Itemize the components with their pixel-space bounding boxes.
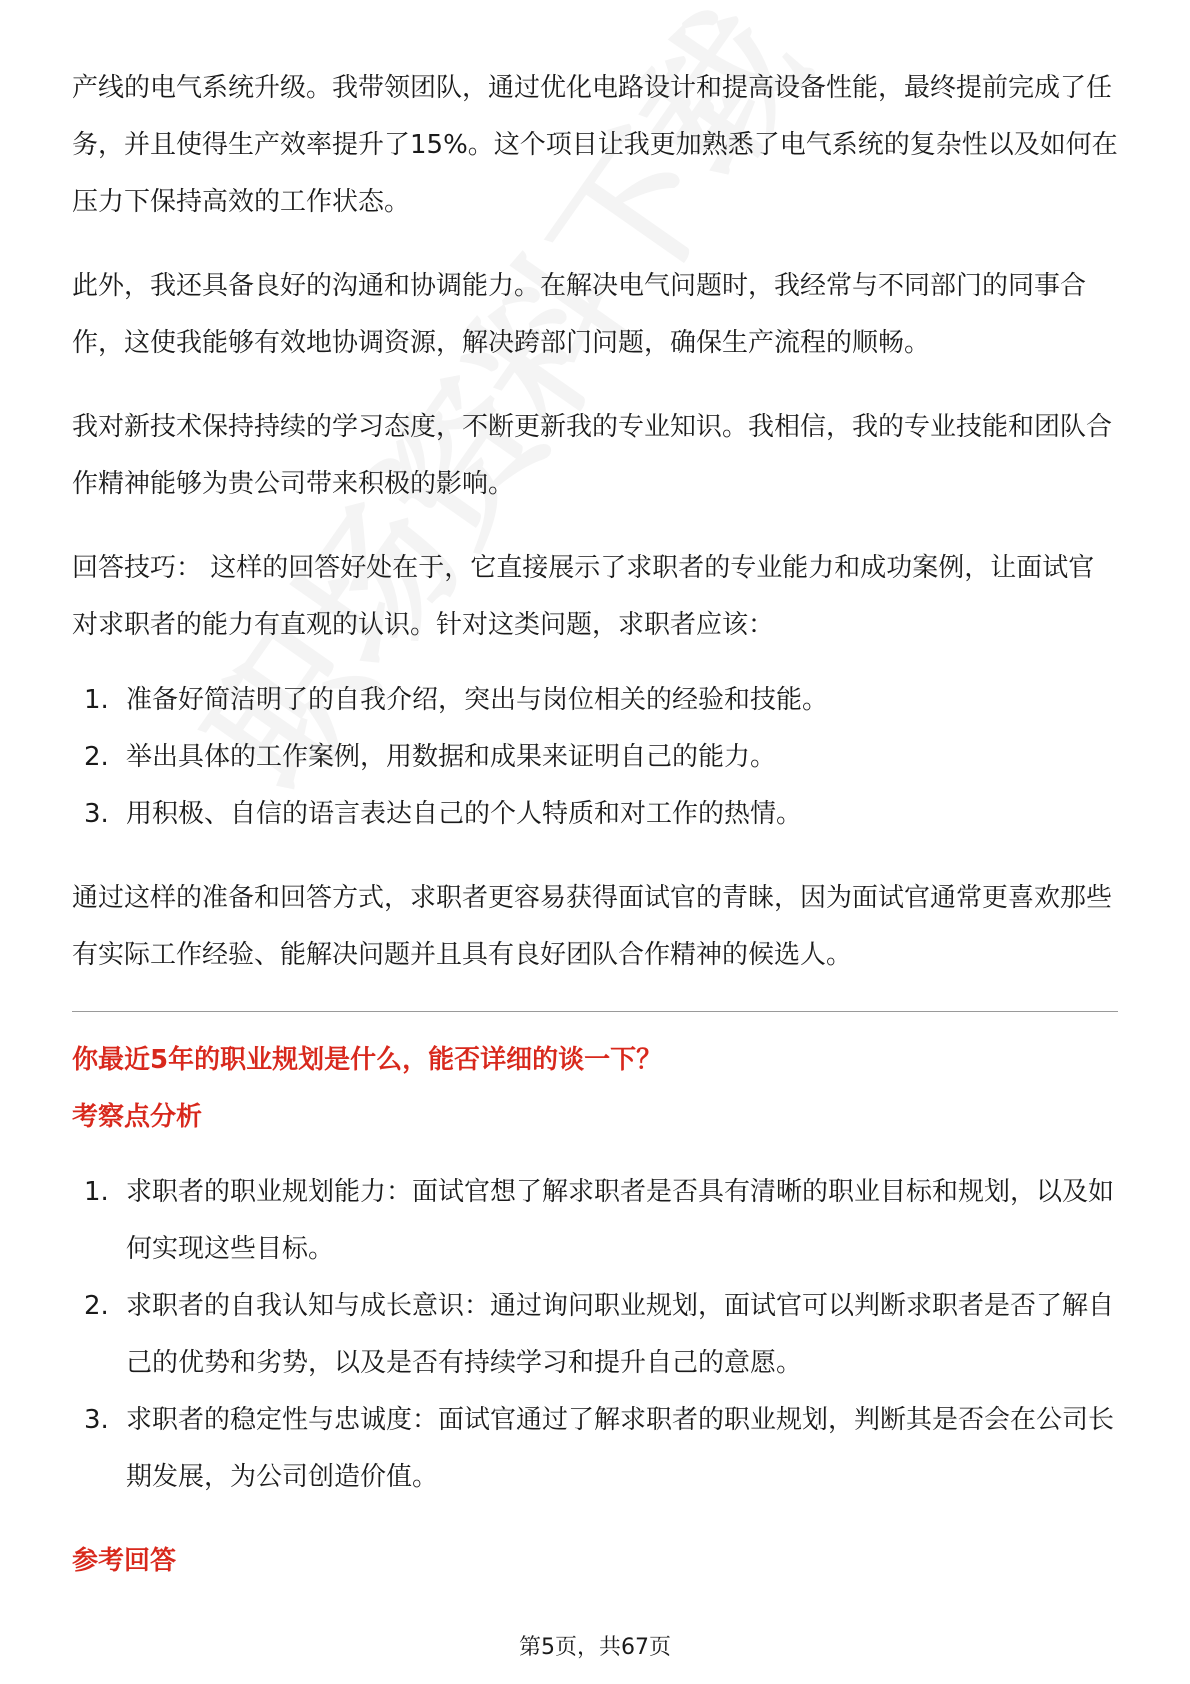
- list-item: [72, 786, 1118, 843]
- paragraph-closing: 通过这样的准备和回答方式，求职者更容易获得面试官的青睐，因为面试官通常更喜欢那些有实际工作经验、能解决问题并且具有良好团队合作精神的候选人。: [72, 883, 1113, 970]
- page-footer: 第5页，共67页: [519, 1635, 671, 1660]
- reference-heading: 参考回答: [72, 1546, 177, 1576]
- list-text: 用积极、自信的语言表达自己的个人特质和对工作的热情。: [126, 799, 803, 829]
- list-number: 2.: [84, 742, 109, 772]
- list-number: 2.: [84, 1291, 109, 1321]
- paragraph-answer-tips: 回答技巧： 这样的回答好处在于，它直接展示了求职者的专业能力和成功案例，让面试官对求职者的能力有直观的认识。针对这类问题，求职者应该：: [72, 553, 1095, 640]
- list-text: 求职者的自我认知与成长意识：通过询问职业规划，面试官可以判断求职者是否了解自己的优势和劣势，以及是否有持续学习和提升自己的意愿。: [126, 1291, 1115, 1378]
- list-number: 1.: [84, 1177, 109, 1207]
- list-item: [72, 672, 1118, 729]
- list-text: 准备好简洁明了的自我介绍，突出与岗位相关的经验和技能。: [126, 685, 829, 715]
- tips-list: [72, 672, 1118, 843]
- page-content: [72, 60, 1118, 1590]
- paragraph-project: 产线的电气系统升级。我带领团队，通过优化电路设计和提高设备性能，最终提前完成了任务，并且使得生产效率提升了15%。这个项目让我更加熟悉了电气系统的复杂性以及如何在压力下保持高效的工作状态。: [72, 73, 1118, 217]
- section-divider: [72, 1011, 1118, 1012]
- list-number: 3.: [84, 799, 109, 829]
- list-text: 求职者的职业规划能力：面试官想了解求职者是否具有清晰的职业目标和规划，以及如何实现这些目标。: [126, 1177, 1115, 1264]
- list-text: 举出具体的工作案例，用数据和成果来证明自己的能力。: [126, 742, 777, 772]
- list-item: [72, 1164, 1118, 1278]
- question-heading: 你最近5年的职业规划是什么，能否详细的谈一下？: [72, 1045, 663, 1075]
- list-item: [72, 1392, 1118, 1506]
- list-number: 3.: [84, 1405, 109, 1435]
- list-item: [72, 729, 1118, 786]
- list-number: 1.: [84, 685, 109, 715]
- list-text: 求职者的稳定性与忠诚度：面试官通过了解求职者的职业规划，判断其是否会在公司长期发展，为公司创造价值。: [126, 1405, 1115, 1492]
- analysis-heading: 考察点分析: [72, 1102, 203, 1132]
- paragraph-learning: 我对新技术保持持续的学习态度，不断更新我的专业知识。我相信，我的专业技能和团队合作精神能够为贵公司带来积极的影响。: [72, 412, 1113, 499]
- list-item: [72, 1278, 1118, 1392]
- analysis-list: [72, 1164, 1118, 1506]
- paragraph-communication: 此外，我还具备良好的沟通和协调能力。在解决电气问题时，我经常与不同部门的同事合作，这使我能够有效地协调资源，解决跨部门问题，确保生产流程的顺畅。: [72, 271, 1087, 358]
